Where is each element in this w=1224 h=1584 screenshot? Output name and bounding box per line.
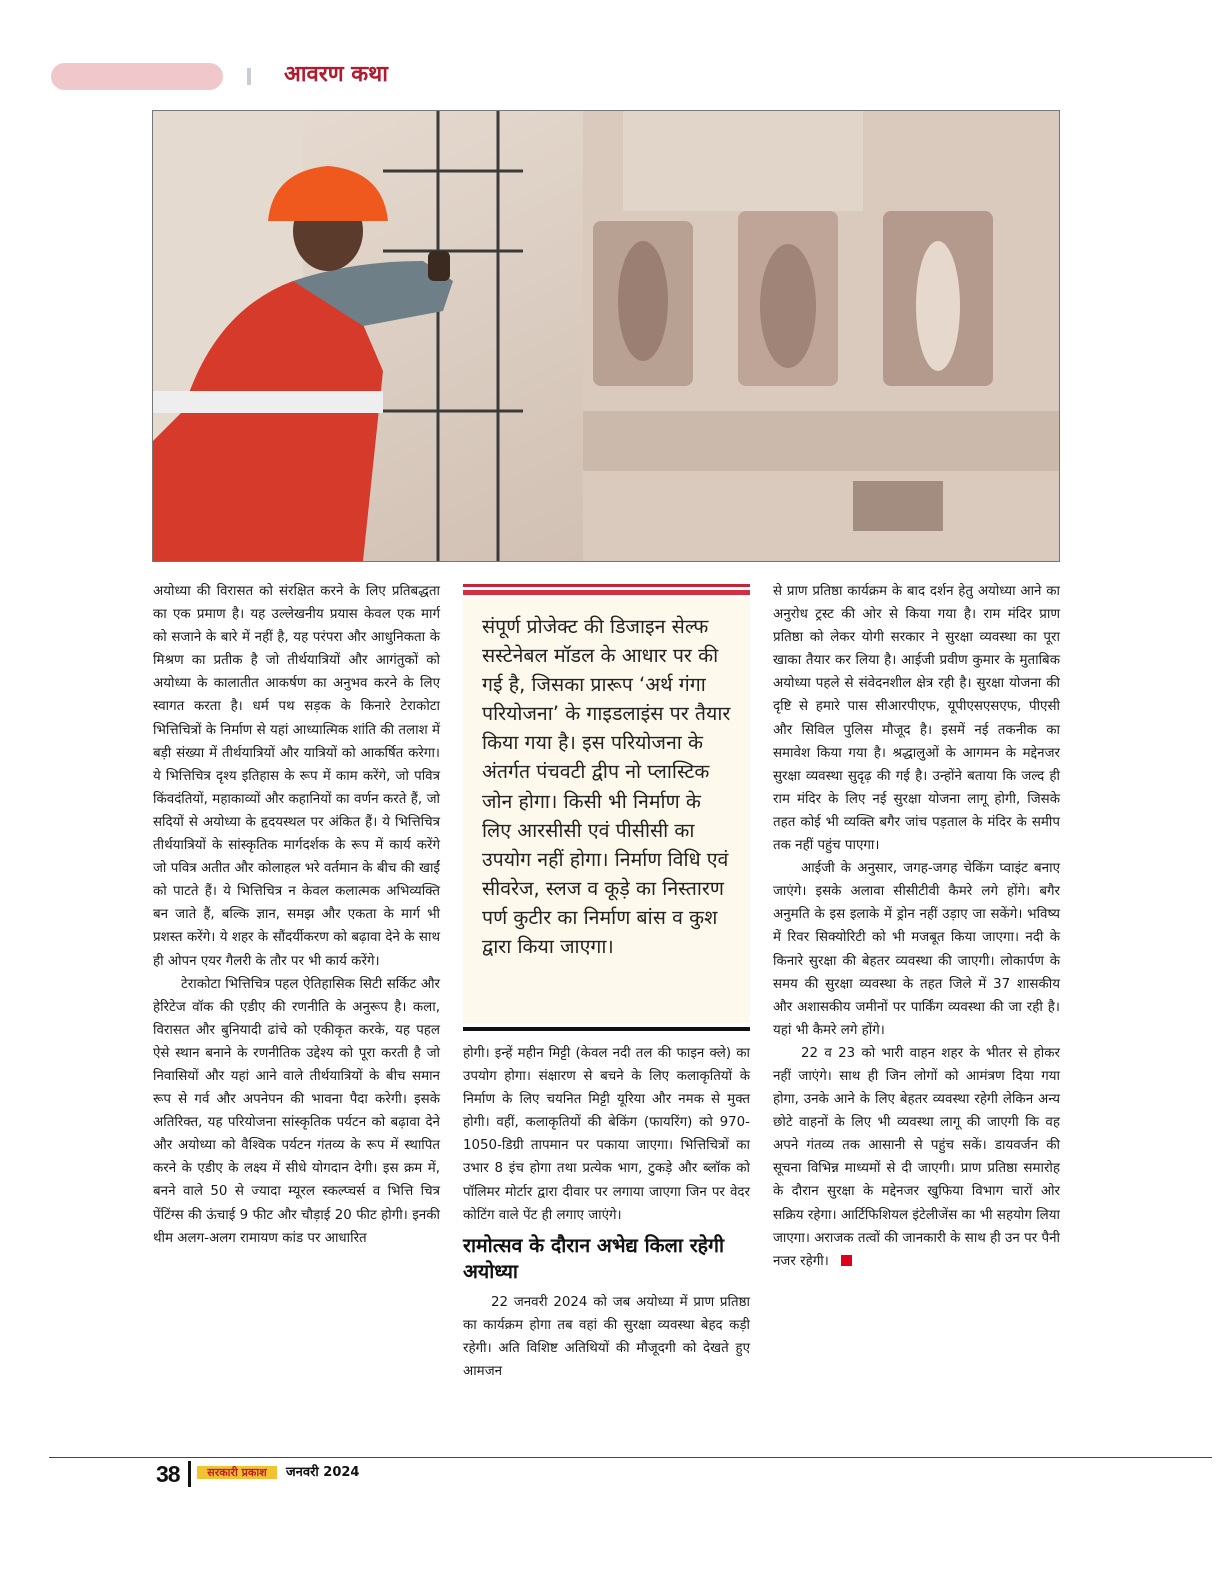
article-column-3 [773, 580, 1060, 1273]
body-paragraph: होगी। इन्हें महीन मिट्टी (केवल नदी तल की फाइन क्ले) का उपयोग होगा। संक्षारण से बचने के लिए कलाकृतियों के निर्माण के लिए चयनित मिट्टी यूरिया और नमक से मुक्त होगी। वहीं, कलाकृतियों की बेकिंग (फायरिंग) को 970-1050-डिग्री तापमान पर पकाया जाएगा। भित्तिचित्रों का उभार 8 इंच होगा तथा प्रत्येक भाग, टुकड़े और ब्लॉक को पॉलिमर मोर्टार द्वारा दीवार पर लगाया जाएगा जिन पर वेदर कोटिंग वाले पेंट ही लगाए जाएंगे। [463, 1046, 750, 1223]
article-column-2 [463, 1042, 750, 1383]
header-divider [247, 68, 251, 85]
subheading: रामोत्सव के दौरान अभेद्य किला रहेगी अयोध्या [463, 1233, 725, 1283]
body-paragraph: आईजी के अनुसार, जगह-जगह चेकिंग प्वाइंट बनाए जाएंगे। इसके अलावा सीसीटीवी कैमरे लगे होंगे। बगैर अनुमति के इस इलाके में ड्रोन नहीं उड़ाए जा सकेंगे। भविष्य में रिवर सिक्योरिटी को भी मजबूत किया जाएगा। नदी के किनारे सुरक्षा की बेहतर व्यवस्था की जाएगी। लोकार्पण के समय की सुरक्षा व्यवस्था के तहत जिले में 37 शासकीय और अशासकीय जमीनों पर पार्किंग व्यवस्था की जा रही है। यहां भी कैमरे लगे होंगे। [773, 861, 1060, 1038]
section-pill-decoration [51, 63, 223, 90]
footer-rule [49, 1457, 1212, 1458]
body-paragraph: से प्राण प्रतिष्ठा कार्यक्रम के बाद दर्शन हेतु अयोध्या आने का अनुरोध ट्रस्ट की ओर से किया गया है। राम मंदिर प्राण प्रतिष्ठा को लेकर योगी सरकार ने सुरक्षा व्यवस्था का पूरा खाका तैयार कर लिया है। आईजी प्रवीण कुमार के मुताबिक अयोध्या पहले से संवेदनशील क्षेत्र रही है। सुरक्षा योजना की दृष्टि से हमारे पास सीआरपीएफ, यूपीएसएसएफ, पीएसी और सिविल पुलिस मौजूद है। इसमें नई तकनीक का समावेश किया गया है। श्रद्धालुओं के आगमन के मद्देनजर सुरक्षा व्यवस्था सुदृढ़ की गई है। उन्होंने बताया कि जल्द ही राम मंदिर के लिए नई सुरक्षा योजना लागू होगी, जिसके तहत कोई भी व्यक्ति बगैर जांच पड़ताल के मंदिर के समीप तक नहीं पहुंच पाएगा। [773, 584, 1060, 854]
body-paragraph-last [773, 1042, 1060, 1273]
body-paragraph: 22 जनवरी 2024 को जब अयोध्या में प्राण प्रतिष्ठा का कार्यक्रम होगा तब वहां की सुरक्षा व्यवस्था बेहद कड़ी रहेगी। अति विशिष्ट अतिथियों की मौजूदगी को देखते हुए आमजन [463, 1294, 750, 1380]
pull-quote-rule-top [463, 584, 750, 587]
page-number: 38 [156, 1461, 180, 1487]
issue-date: जनवरी 2024 [286, 1465, 360, 1480]
pull-quote-rule-bottom [463, 1027, 750, 1031]
end-of-article-mark [841, 1255, 852, 1266]
article-photo [152, 110, 1060, 562]
pull-quote-rule-top-thick [463, 590, 750, 595]
body-paragraph: अयोध्या की विरासत को संरक्षित करने के लिए प्रतिबद्धता का एक प्रमाण है। यह उल्लेखनीय प्रयास केवल एक मार्ग को सजाने के बारे में नहीं है, यह परंपरा और आधुनिकता के मिश्रण का प्रतीक है जो तीर्थयात्रियों और आगंतुकों को अयोध्या के कालातीत आकर्षण का अनुभव करने के लिए स्वागत करता है। धर्म पथ सड़क के किनारे टेराकोटा भित्तिचित्रों के निर्माण से यहां आध्यात्मिक शांति की तलाश में बड़ी संख्या में तीर्थयात्रियों और यात्रियों को आकर्षित करेगा। ये भित्तिचित्र दृश्य इतिहास के रूप में काम करेंगे, जो पवित्र किंवदंतियों, महाकाव्यों और कहानियों का वर्णन करते हैं, जो सदियों से अयोध्या के हृदयस्थल पर अंकित हैं। ये भित्तिचित्र तीर्थयात्रियों के सांस्कृतिक मार्गदर्शक के रूप में कार्य करेंगे जो पवित्र अतीत और कोलाहल भरे वर्तमान के बीच की खाईं को पाटते हैं। ये भित्तिचित्र न केवल कलात्मक अभिव्यक्ति बन जाते हैं, बल्कि ज्ञान, समझ और एकता के मार्ग भी प्रशस्त करेंगे। ये शहर के सौंदर्यीकरण को बढ़ावा देने के साथ ही ओपन एयर गैलरी के तौर पर भी कार्य करेंगे। [153, 584, 440, 969]
footer-separator [188, 1461, 191, 1487]
article-column-1 [153, 580, 440, 1250]
magazine-logo: सरकारी प्रकाश [197, 1466, 277, 1479]
section-title: आवरण कथा [284, 62, 388, 87]
body-paragraph-text: 22 व 23 को भारी वाहन शहर के भीतर से होकर नहीं जाएंगे। साथ ही जिन लोगों को आमंत्रण दिया गया होगा, उनके आने के लिए बेहतर व्यवस्था रहेगी लेकिन अन्य छोटे वाहनों के लिए भी व्यवस्था लागू की जाएगी कि वह अपने गंतव्य तक आसानी से पहुंच सकें। डायवर्जन की सूचना विभिन्न माध्यमों से दी जाएगी। प्राण प्रतिष्ठा समारोह के दौरान सुरक्षा के मद्देनजर खुफिया विभाग चारों ओर सक्रिय रहेगा। आर्टिफिशियल इंटेलीजेंस का भी सहयोग लिया जाएगा। अराजक तत्वों की जानकारी के साथ ही उन पर पैनी नजर रहेगी। [773, 1045, 1060, 1269]
pull-quote [463, 598, 750, 1023]
body-paragraph: टेराकोटा भित्तिचित्र पहल ऐतिहासिक सिटी सर्किट और हेरिटेज वॉक की एडीए की रणनीति के अनुरूप है। कला, विरासत और बुनियादी ढांचे को एकीकृत करके, यह पहल ऐसे स्थान बनाने के रणनीतिक उद्देश्य को पूरा करती है जो निवासियों और यहां आने वाले तीर्थयात्रियों के बीच समान रूप से गर्व और अपनेपन की भावना पैदा करेगी। इसके अतिरिक्त, यह परियोजना सांस्कृतिक पर्यटन को बढ़ावा देने और अयोध्या को वैश्विक पर्यटन गंतव्य के रूप में स्थापित करने के एडीए के लक्ष्य में सीधे योगदान देगी। इस क्रम में, बनने वाले 50 से ज्यादा म्यूरल स्कल्प्चर्स व भित्ति चित्र पेंटिंग्स की ऊंचाई 9 फीट और चौड़ाई 20 फीट होगी। इनकी थीम अलग-अलग रामायण कांड पर आधारित [153, 976, 440, 1246]
carved-figures [593, 211, 993, 386]
pull-quote-text: संपूर्ण प्रोजेक्ट की डिजाइन सेल्फ सस्टेनेबल मॉडल के आधार पर की गई है, जिसका प्रारूप ‘अर्थ गंगा परियोजना’ के गाइडलाइंस पर तैयार किया गया है। इस परियोजना के अंतर्गत पंचवटी द्वीप नो प्लास्टिक जोन होगा। किसी भी निर्माण के लिए आरसीसी एवं पीसीसी का उपयोग नहीं होगा। निर्माण विधि एवं सीवरेज, स्लज व कूड़े का निस्तारण पर्ण कुटीर का निर्माण बांस व कुश द्वारा किया जाएगा। [482, 615, 731, 959]
photo-illustration [153, 111, 1059, 561]
